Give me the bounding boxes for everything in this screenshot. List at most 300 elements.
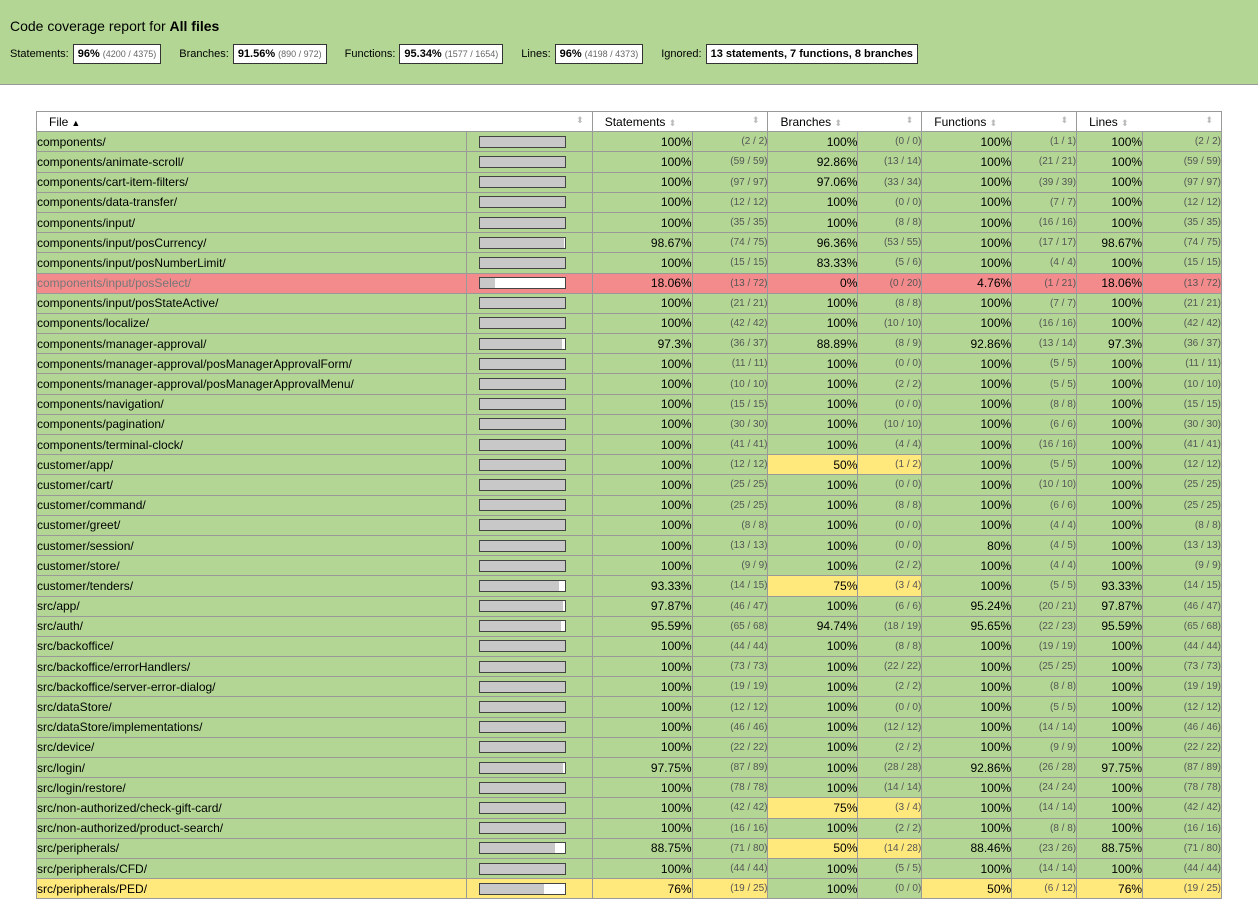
lines-pct: 100% xyxy=(1077,636,1143,656)
file-link[interactable]: components/data-transfer/ xyxy=(37,192,467,212)
file-link[interactable]: customer/app/ xyxy=(37,455,467,475)
file-link[interactable]: customer/tenders/ xyxy=(37,576,467,596)
table-row xyxy=(37,172,1222,192)
branches-pct: 100% xyxy=(768,515,858,535)
coverage-bar xyxy=(466,616,592,636)
statements-fraction: (74 / 75) xyxy=(692,233,768,253)
functions-pct: 100% xyxy=(922,192,1012,212)
coverage-bar-fill xyxy=(480,318,565,328)
sort-icon: ⬍ xyxy=(576,115,584,125)
coverage-bar-fill xyxy=(480,864,565,874)
table-row xyxy=(37,212,1222,232)
lines-fraction: (13 / 13) xyxy=(1143,535,1222,555)
functions-fraction: (13 / 14) xyxy=(1012,334,1077,354)
statements-pct: 100% xyxy=(592,677,692,697)
coverage-bar-track xyxy=(479,519,566,531)
branches-fraction: (4 / 4) xyxy=(858,435,922,455)
coverage-bar-track xyxy=(479,378,566,390)
functions-pct: 100% xyxy=(922,858,1012,878)
functions-fraction: (4 / 4) xyxy=(1012,515,1077,535)
file-link[interactable]: src/app/ xyxy=(37,596,467,616)
sort-ascending-icon: ▲ xyxy=(71,117,81,128)
file-link[interactable]: customer/store/ xyxy=(37,556,467,576)
lines-fraction: (8 / 8) xyxy=(1143,515,1222,535)
lines-fraction: (21 / 21) xyxy=(1143,293,1222,313)
branches-pct: 75% xyxy=(768,798,858,818)
lines-pct: 97.3% xyxy=(1077,334,1143,354)
coverage-bar xyxy=(466,435,592,455)
coverage-bar xyxy=(466,858,592,878)
functions-fraction: (23 / 26) xyxy=(1012,838,1077,858)
statements-fraction: (25 / 25) xyxy=(692,475,768,495)
table-row xyxy=(37,152,1222,172)
statements-pct: 100% xyxy=(592,212,692,232)
branches-pct: 100% xyxy=(768,879,858,899)
file-link[interactable]: src/backoffice/server-error-dialog/ xyxy=(37,677,467,697)
branches-fraction: (22 / 22) xyxy=(858,657,922,677)
lines-pct: 100% xyxy=(1077,253,1143,273)
statements-pct: 100% xyxy=(592,172,692,192)
statements-fraction: (19 / 19) xyxy=(692,677,768,697)
lines-pct: 100% xyxy=(1077,697,1143,717)
lines-pct: 100% xyxy=(1077,132,1143,152)
statements-fraction: (30 / 30) xyxy=(692,414,768,434)
file-link[interactable]: components/ xyxy=(37,132,467,152)
lines-fraction: (15 / 15) xyxy=(1143,394,1222,414)
branches-fraction: (8 / 8) xyxy=(858,495,922,515)
coverage-bar xyxy=(466,273,592,293)
coverage-bar xyxy=(466,374,592,394)
statements-pct: 100% xyxy=(592,737,692,757)
lines-pct: 100% xyxy=(1077,192,1143,212)
table-row xyxy=(37,818,1222,838)
coverage-bar xyxy=(466,636,592,656)
lines-fraction: (12 / 12) xyxy=(1143,697,1222,717)
lines-pct: 100% xyxy=(1077,475,1143,495)
summary-functions: Functions: 95.34% (1577 / 1654) xyxy=(345,44,504,64)
file-link[interactable]: src/peripherals/ xyxy=(37,838,467,858)
branches-fraction: (2 / 2) xyxy=(858,818,922,838)
table-row xyxy=(37,132,1222,152)
coverage-bar-track xyxy=(479,620,566,632)
file-link[interactable]: customer/greet/ xyxy=(37,515,467,535)
statements-pct: 100% xyxy=(592,253,692,273)
lines-pct: 100% xyxy=(1077,495,1143,515)
coverage-bar xyxy=(466,313,592,333)
table-row xyxy=(37,253,1222,273)
branches-pct: 100% xyxy=(768,435,858,455)
statements-fraction: (46 / 47) xyxy=(692,596,768,616)
coverage-bar-fill xyxy=(480,440,565,450)
statements-fraction: (2 / 2) xyxy=(692,132,768,152)
summary-ignored: Ignored: 13 statements, 7 functions, 8 branches xyxy=(661,44,918,64)
branches-fraction: (12 / 12) xyxy=(858,717,922,737)
file-link[interactable]: src/backoffice/ xyxy=(37,636,467,656)
lines-fraction: (44 / 44) xyxy=(1143,858,1222,878)
lines-pct: 88.75% xyxy=(1077,838,1143,858)
file-link[interactable]: customer/session/ xyxy=(37,535,467,555)
branches-fraction: (0 / 0) xyxy=(858,132,922,152)
functions-pct: 100% xyxy=(922,374,1012,394)
functions-fraction: (4 / 5) xyxy=(1012,535,1077,555)
statements-fraction: (78 / 78) xyxy=(692,778,768,798)
functions-fraction: (17 / 17) xyxy=(1012,233,1077,253)
branches-fraction: (8 / 9) xyxy=(858,334,922,354)
file-link[interactable]: src/login/restore/ xyxy=(37,778,467,798)
coverage-bar-track xyxy=(479,681,566,693)
coverage-bar-track xyxy=(479,802,566,814)
branches-pct: 100% xyxy=(768,313,858,333)
branches-fraction: (14 / 28) xyxy=(858,838,922,858)
table-row xyxy=(37,192,1222,212)
file-link[interactable]: src/auth/ xyxy=(37,616,467,636)
file-link[interactable]: src/backoffice/errorHandlers/ xyxy=(37,657,467,677)
statements-pct: 100% xyxy=(592,374,692,394)
coverage-table xyxy=(36,111,1222,899)
functions-pct: 100% xyxy=(922,293,1012,313)
statements-fraction: (13 / 13) xyxy=(692,535,768,555)
coverage-bar-fill xyxy=(480,419,565,429)
lines-fraction: (65 / 68) xyxy=(1143,616,1222,636)
table-row xyxy=(37,293,1222,313)
functions-pct: 100% xyxy=(922,212,1012,232)
functions-pct: 80% xyxy=(922,535,1012,555)
functions-pct: 100% xyxy=(922,636,1012,656)
file-link[interactable]: components/manager-approval/ xyxy=(37,334,467,354)
coverage-bar-track xyxy=(479,560,566,572)
functions-pct: 100% xyxy=(922,152,1012,172)
file-link[interactable]: components/cart-item-filters/ xyxy=(37,172,467,192)
coverage-bar-track xyxy=(479,338,566,350)
coverage-bar xyxy=(466,414,592,434)
statements-pct: 100% xyxy=(592,435,692,455)
lines-fraction: (36 / 37) xyxy=(1143,334,1222,354)
table-row xyxy=(37,778,1222,798)
lines-fraction: (59 / 59) xyxy=(1143,152,1222,172)
table-row xyxy=(37,576,1222,596)
coverage-bar xyxy=(466,717,592,737)
functions-pct: 100% xyxy=(922,233,1012,253)
table-row xyxy=(37,556,1222,576)
file-link[interactable]: customer/cart/ xyxy=(37,475,467,495)
file-link[interactable]: src/non-authorized/product-search/ xyxy=(37,818,467,838)
sort-icon: ⬍ xyxy=(905,115,914,125)
coverage-bar xyxy=(466,758,592,778)
file-link[interactable]: components/input/ xyxy=(37,212,467,232)
lines-fraction: (42 / 42) xyxy=(1143,313,1222,333)
statements-fraction: (35 / 35) xyxy=(692,212,768,232)
functions-fraction: (14 / 14) xyxy=(1012,717,1077,737)
file-link[interactable]: src/login/ xyxy=(37,758,467,778)
file-link[interactable]: src/peripherals/PED/ xyxy=(37,879,467,899)
branches-pct: 50% xyxy=(768,455,858,475)
lines-fraction: (78 / 78) xyxy=(1143,778,1222,798)
coverage-bar-track xyxy=(479,863,566,875)
table-row xyxy=(37,334,1222,354)
lines-pct: 100% xyxy=(1077,374,1143,394)
table-row xyxy=(37,535,1222,555)
lines-pct: 100% xyxy=(1077,212,1143,232)
lines-pct: 100% xyxy=(1077,354,1143,374)
functions-fraction: (4 / 4) xyxy=(1012,253,1077,273)
statements-fraction: (59 / 59) xyxy=(692,152,768,172)
file-link[interactable]: components/localize/ xyxy=(37,313,467,333)
functions-pct: 100% xyxy=(922,697,1012,717)
coverage-bar xyxy=(466,838,592,858)
branches-pct: 100% xyxy=(768,535,858,555)
functions-pct: 100% xyxy=(922,414,1012,434)
coverage-bar-fill xyxy=(480,702,565,712)
coverage-bar-fill xyxy=(480,339,563,349)
functions-fraction: (39 / 39) xyxy=(1012,172,1077,192)
coverage-bar xyxy=(466,657,592,677)
functions-fraction: (7 / 7) xyxy=(1012,192,1077,212)
branches-pct: 75% xyxy=(768,576,858,596)
table-row xyxy=(37,313,1222,333)
file-link[interactable]: src/device/ xyxy=(37,737,467,757)
branches-fraction: (8 / 8) xyxy=(858,293,922,313)
coverage-bar-fill xyxy=(480,581,559,591)
statements-fraction: (25 / 25) xyxy=(692,495,768,515)
functions-pct: 100% xyxy=(922,717,1012,737)
statements-fraction: (21 / 21) xyxy=(692,293,768,313)
functions-fraction: (9 / 9) xyxy=(1012,737,1077,757)
branches-fraction: (10 / 10) xyxy=(858,313,922,333)
report-header xyxy=(0,0,1258,85)
coverage-bar-track xyxy=(479,640,566,652)
branches-pct: 0% xyxy=(768,273,858,293)
branches-pct: 100% xyxy=(768,192,858,212)
column-header-statements[interactable]: Statements ⬍ ⬍ xyxy=(592,112,768,132)
table-row xyxy=(37,233,1222,253)
statements-fraction: (13 / 72) xyxy=(692,273,768,293)
coverage-bar-fill xyxy=(480,541,565,551)
statements-pct: 98.67% xyxy=(592,233,692,253)
file-link[interactable]: components/animate-scroll/ xyxy=(37,152,467,172)
branches-fraction: (10 / 10) xyxy=(858,414,922,434)
lines-fraction: (10 / 10) xyxy=(1143,374,1222,394)
branches-fraction: (2 / 2) xyxy=(858,677,922,697)
branches-pct: 100% xyxy=(768,717,858,737)
functions-pct: 100% xyxy=(922,737,1012,757)
table-row xyxy=(37,495,1222,515)
functions-pct: 100% xyxy=(922,394,1012,414)
branches-fraction: (13 / 14) xyxy=(858,152,922,172)
coverage-bar xyxy=(466,879,592,899)
coverage-bar-track xyxy=(479,217,566,229)
lines-pct: 100% xyxy=(1077,657,1143,677)
coverage-bar-track xyxy=(479,176,566,188)
file-link[interactable]: customer/command/ xyxy=(37,495,467,515)
coverage-bar xyxy=(466,596,592,616)
statements-fraction: (14 / 15) xyxy=(692,576,768,596)
lines-pct: 98.67% xyxy=(1077,233,1143,253)
lines-fraction: (9 / 9) xyxy=(1143,556,1222,576)
column-header-branches[interactable]: Branches ⬍ ⬍ xyxy=(768,112,922,132)
functions-fraction: (10 / 10) xyxy=(1012,475,1077,495)
coverage-bar xyxy=(466,677,592,697)
coverage-bar-track xyxy=(479,479,566,491)
file-link[interactable]: src/non-authorized/check-gift-card/ xyxy=(37,798,467,818)
file-link[interactable]: components/input/posStateActive/ xyxy=(37,293,467,313)
lines-fraction: (22 / 22) xyxy=(1143,737,1222,757)
coverage-bar xyxy=(466,818,592,838)
statements-pct: 100% xyxy=(592,313,692,333)
file-link[interactable]: components/navigation/ xyxy=(37,394,467,414)
lines-fraction: (30 / 30) xyxy=(1143,414,1222,434)
lines-pct: 95.59% xyxy=(1077,616,1143,636)
file-link[interactable]: components/input/posNumberLimit/ xyxy=(37,253,467,273)
branches-pct: 100% xyxy=(768,414,858,434)
branches-pct: 100% xyxy=(768,394,858,414)
statements-pct: 100% xyxy=(592,192,692,212)
statements-pct: 100% xyxy=(592,697,692,717)
branches-pct: 100% xyxy=(768,475,858,495)
statements-fraction: (22 / 22) xyxy=(692,737,768,757)
table-row xyxy=(37,596,1222,616)
branches-fraction: (0 / 20) xyxy=(858,273,922,293)
coverage-bar-track xyxy=(479,398,566,410)
branches-pct: 100% xyxy=(768,354,858,374)
functions-pct: 100% xyxy=(922,515,1012,535)
file-link[interactable]: components/manager-approval/posManagerApprovalMenu/ xyxy=(37,374,467,394)
coverage-bar-track xyxy=(479,701,566,713)
functions-fraction: (5 / 5) xyxy=(1012,374,1077,394)
statements-fraction: (15 / 15) xyxy=(692,394,768,414)
statements-pct: 100% xyxy=(592,515,692,535)
table-row xyxy=(37,374,1222,394)
branches-pct: 92.86% xyxy=(768,152,858,172)
functions-fraction: (5 / 5) xyxy=(1012,455,1077,475)
table-row xyxy=(37,616,1222,636)
functions-fraction: (1 / 1) xyxy=(1012,132,1077,152)
coverage-bar-track xyxy=(479,459,566,471)
table-row xyxy=(37,737,1222,757)
coverage-bar-fill xyxy=(480,238,564,248)
file-link[interactable]: components/input/posCurrency/ xyxy=(37,233,467,253)
coverage-bar-fill xyxy=(480,783,565,793)
coverage-bar-fill xyxy=(480,137,565,147)
coverage-bar-fill xyxy=(480,561,565,571)
coverage-bar-track xyxy=(479,842,566,854)
lines-pct: 97.87% xyxy=(1077,596,1143,616)
statements-fraction: (8 / 8) xyxy=(692,515,768,535)
file-link[interactable]: components/input/posSelect/ xyxy=(37,273,467,293)
lines-pct: 100% xyxy=(1077,414,1143,434)
functions-fraction: (7 / 7) xyxy=(1012,293,1077,313)
lines-fraction: (97 / 97) xyxy=(1143,172,1222,192)
lines-pct: 76% xyxy=(1077,879,1143,899)
coverage-bar-track xyxy=(479,883,566,895)
branches-pct: 100% xyxy=(768,697,858,717)
lines-fraction: (16 / 16) xyxy=(1143,818,1222,838)
file-link[interactable]: components/manager-approval/posManagerApprovalForm/ xyxy=(37,354,467,374)
branches-fraction: (0 / 0) xyxy=(858,394,922,414)
branches-pct: 88.89% xyxy=(768,334,858,354)
lines-pct: 100% xyxy=(1077,455,1143,475)
coverage-bar-fill xyxy=(480,843,555,853)
branches-pct: 100% xyxy=(768,132,858,152)
branches-pct: 100% xyxy=(768,212,858,232)
title-scope: All files xyxy=(169,18,220,34)
lines-fraction: (87 / 89) xyxy=(1143,758,1222,778)
statements-fraction: (44 / 44) xyxy=(692,858,768,878)
coverage-bar-fill xyxy=(480,258,565,268)
summary-branches: Branches: 91.56% (890 / 972) xyxy=(179,44,326,64)
statements-pct: 100% xyxy=(592,717,692,737)
functions-pct: 100% xyxy=(922,172,1012,192)
coverage-bar-fill xyxy=(480,177,565,187)
sort-icon: ⬍ xyxy=(751,115,760,125)
column-header-lines[interactable]: Lines ⬍ ⬍ xyxy=(1077,112,1222,132)
functions-pct: 100% xyxy=(922,313,1012,333)
branches-fraction: (8 / 8) xyxy=(858,636,922,656)
lines-fraction: (2 / 2) xyxy=(1143,132,1222,152)
column-header-functions[interactable]: Functions ⬍ ⬍ xyxy=(922,112,1077,132)
coverage-bar-fill xyxy=(480,823,565,833)
table-row xyxy=(37,455,1222,475)
lines-pct: 100% xyxy=(1077,737,1143,757)
table-row xyxy=(37,798,1222,818)
coverage-bar xyxy=(466,778,592,798)
coverage-bar xyxy=(466,495,592,515)
functions-fraction: (16 / 16) xyxy=(1012,212,1077,232)
functions-pct: 100% xyxy=(922,495,1012,515)
functions-pct: 4.76% xyxy=(922,273,1012,293)
file-link[interactable]: src/dataStore/implementations/ xyxy=(37,717,467,737)
lines-pct: 100% xyxy=(1077,313,1143,333)
lines-fraction: (73 / 73) xyxy=(1143,657,1222,677)
table-row xyxy=(37,657,1222,677)
functions-fraction: (8 / 8) xyxy=(1012,677,1077,697)
coverage-bar-fill xyxy=(480,641,565,651)
file-link[interactable]: src/peripherals/CFD/ xyxy=(37,858,467,878)
functions-fraction: (1 / 21) xyxy=(1012,273,1077,293)
functions-pct: 100% xyxy=(922,778,1012,798)
statements-pct: 100% xyxy=(592,132,692,152)
coverage-bar xyxy=(466,334,592,354)
functions-fraction: (19 / 19) xyxy=(1012,636,1077,656)
statements-pct: 88.75% xyxy=(592,838,692,858)
functions-pct: 100% xyxy=(922,253,1012,273)
statements-fraction: (16 / 16) xyxy=(692,818,768,838)
column-header-file[interactable]: File ▲ ⬍ xyxy=(37,112,593,132)
branches-fraction: (6 / 6) xyxy=(858,596,922,616)
table-row xyxy=(37,677,1222,697)
table-row xyxy=(37,273,1222,293)
sort-icon: ⬍ xyxy=(989,117,998,128)
statements-pct: 100% xyxy=(592,636,692,656)
lines-fraction: (74 / 75) xyxy=(1143,233,1222,253)
statements-fraction: (10 / 10) xyxy=(692,374,768,394)
sort-icon: ⬍ xyxy=(668,117,677,128)
coverage-bar-fill xyxy=(480,763,563,773)
table-row xyxy=(37,414,1222,434)
functions-fraction: (5 / 5) xyxy=(1012,354,1077,374)
branches-fraction: (5 / 5) xyxy=(858,858,922,878)
lines-pct: 100% xyxy=(1077,798,1143,818)
coverage-bar-track xyxy=(479,782,566,794)
lines-pct: 100% xyxy=(1077,778,1143,798)
functions-fraction: (25 / 25) xyxy=(1012,657,1077,677)
coverage-bar-track xyxy=(479,741,566,753)
file-link[interactable]: components/pagination/ xyxy=(37,414,467,434)
branches-pct: 83.33% xyxy=(768,253,858,273)
coverage-bar xyxy=(466,394,592,414)
file-link[interactable]: components/terminal-clock/ xyxy=(37,435,467,455)
table-row xyxy=(37,354,1222,374)
file-link[interactable]: src/dataStore/ xyxy=(37,697,467,717)
